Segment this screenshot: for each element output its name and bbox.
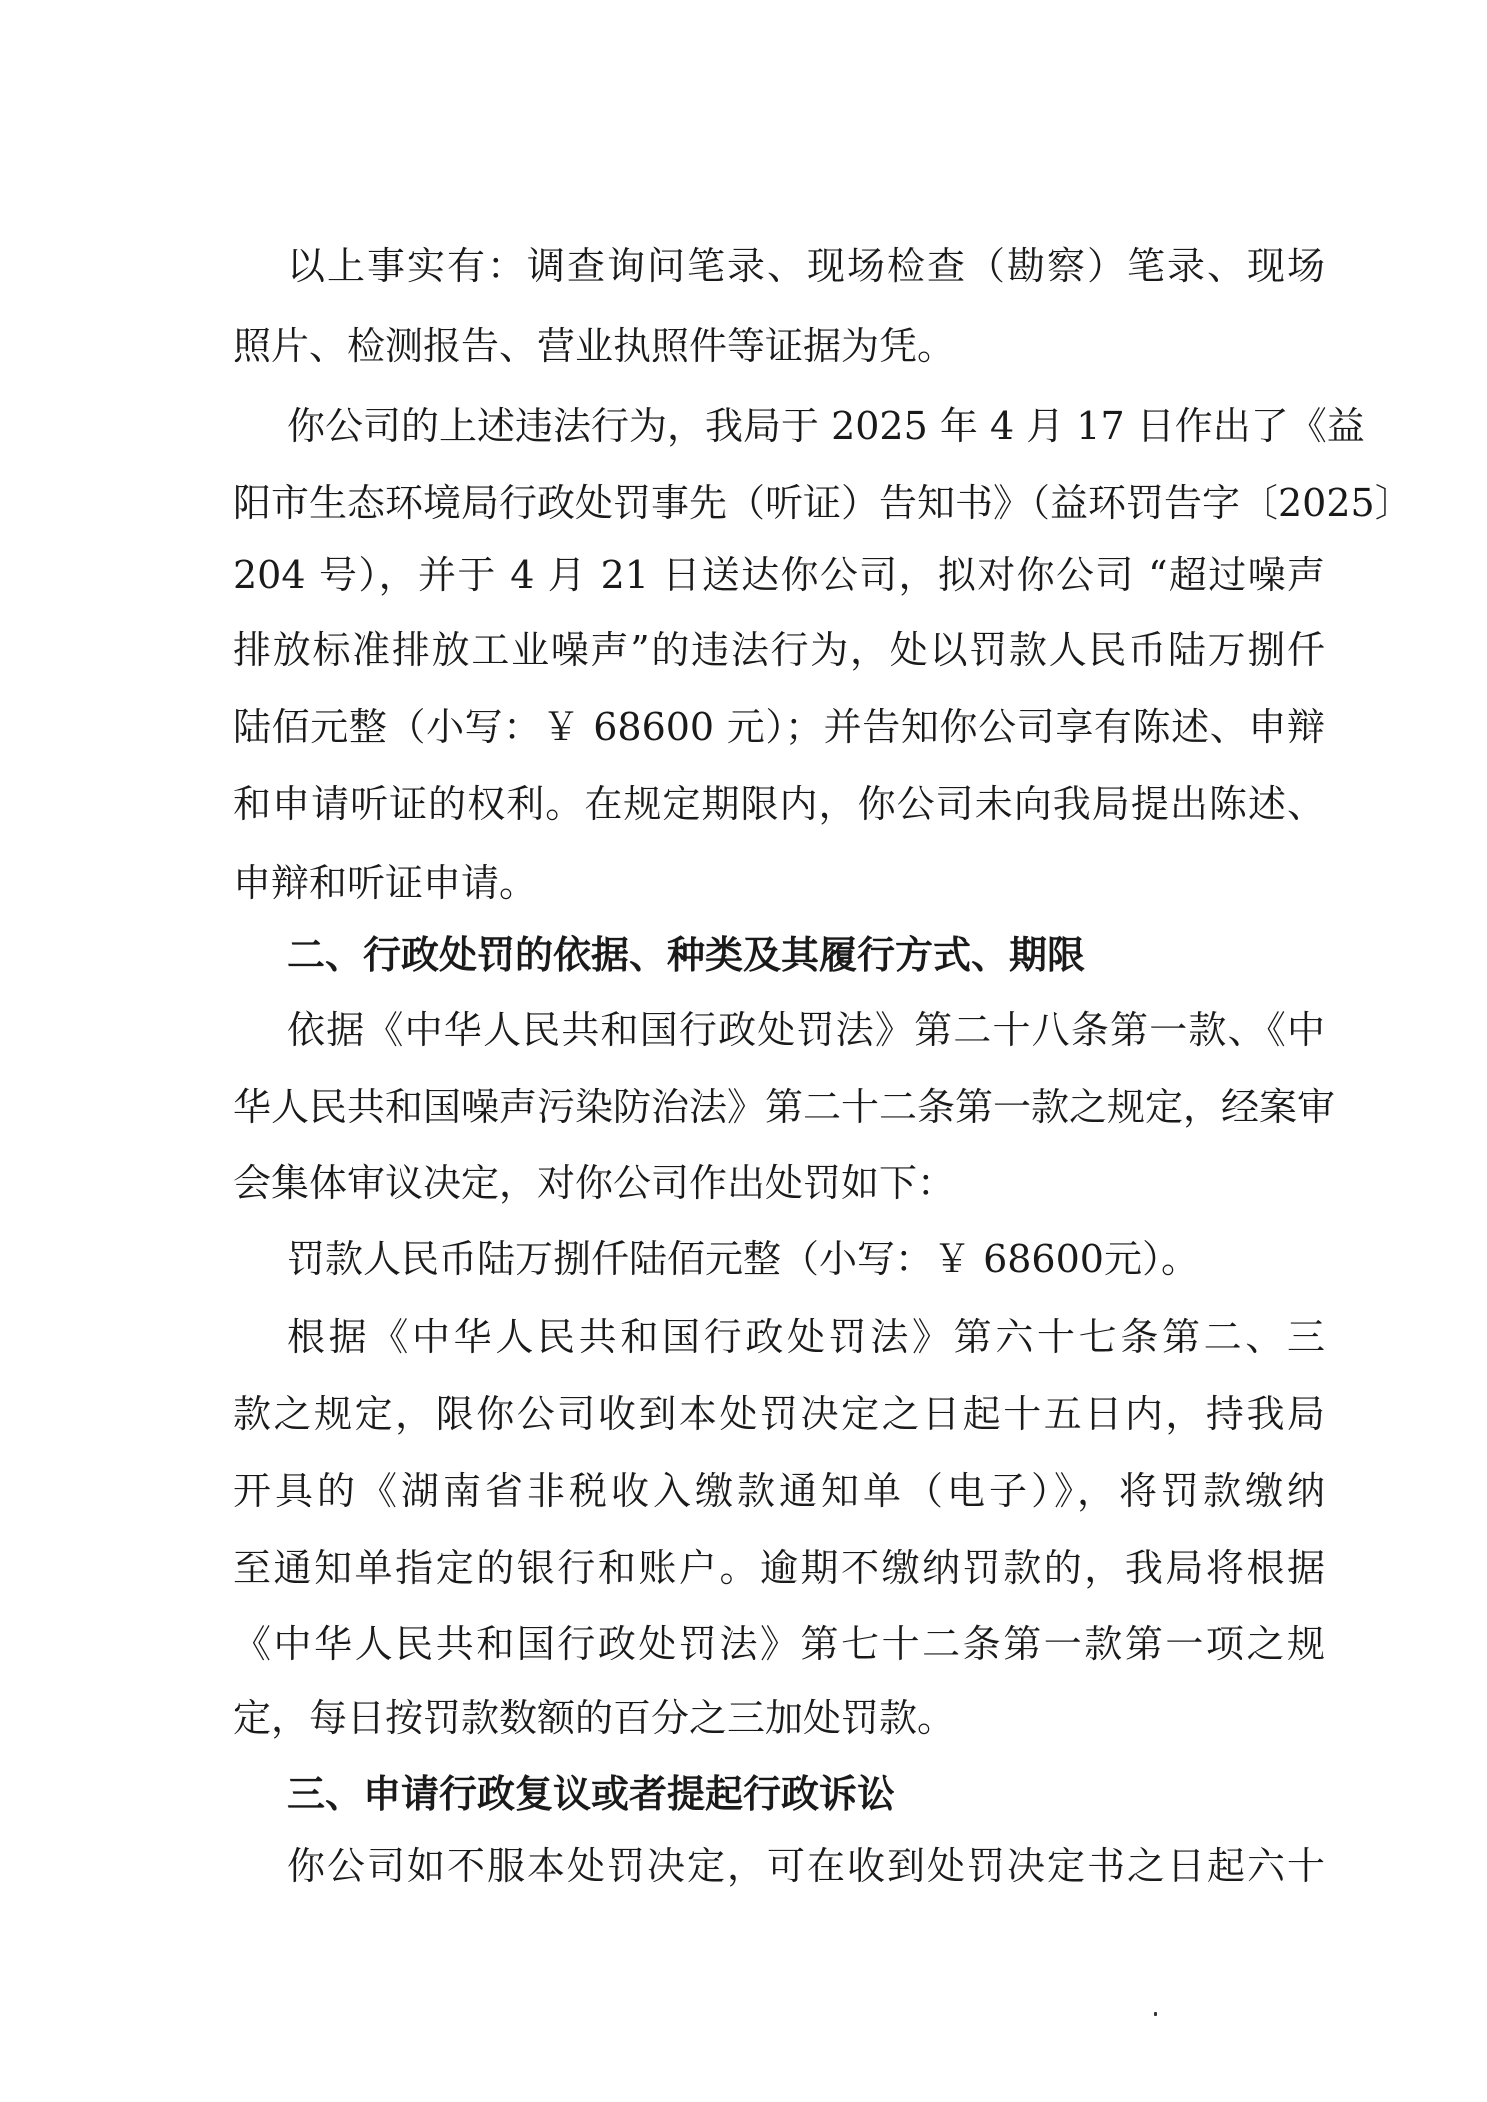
text-line: 开具的《湖南省非税收入缴款通知单（电子）》，将罚款缴纳 bbox=[233, 1469, 1325, 1513]
text-line: 照片、检测报告、营业执照件等证据为凭。 bbox=[233, 324, 956, 368]
text-line: 和申请听证的权利。在规定期限内，你公司未向我局提出陈述、 bbox=[233, 782, 1325, 826]
section-heading-2: 二、行政处罚的依据、种类及其履行方式、期限 bbox=[287, 933, 1086, 977]
text-line: 款之规定，限你公司收到本处罚决定之日起十五日内，持我局 bbox=[233, 1392, 1325, 1436]
text-line: 申辩和听证申请。 bbox=[233, 861, 538, 905]
text-line: 华人民共和国噪声污染防治法》第二十二条第一款之规定，经案审 bbox=[233, 1085, 1336, 1129]
text-line: 依据《中华人民共和国行政处罚法》第二十八条第一款、《中 bbox=[287, 1008, 1325, 1052]
text-line: 你公司的上述违法行为，我局于 2025 年 4 月 17 日作出了《益 bbox=[287, 404, 1365, 448]
scan-speck bbox=[1154, 2012, 1157, 2016]
text-line: 阳市生态环境局行政处罚事先（听证）告知书》（益环罚告字〔2025〕 bbox=[233, 481, 1413, 525]
text-line: 《中华人民共和国行政处罚法》第七十二条第一款第一项之规 bbox=[233, 1622, 1325, 1666]
text-line: 会集体审议决定，对你公司作出处罚如下： bbox=[233, 1161, 956, 1205]
text-line: 204 号），并于 4 月 21 日送达你公司，拟对你公司 “超过噪声 bbox=[233, 553, 1325, 597]
text-line: 至通知单指定的银行和账户。逾期不缴纳罚款的，我局将根据 bbox=[233, 1546, 1325, 1590]
text-line: 以上事实有：调查询问笔录、现场检查（勘察）笔录、现场 bbox=[287, 244, 1325, 288]
text-line: 你公司如不服本处罚决定，可在收到处罚决定书之日起六十 bbox=[287, 1844, 1325, 1888]
text-line: 陆佰元整（小写：￥ 68600 元）；并告知你公司享有陈述、申辩 bbox=[233, 705, 1325, 749]
section-heading-3: 三、申请行政复议或者提起行政诉讼 bbox=[287, 1772, 896, 1816]
text-line: 排放标准排放工业噪声”的违法行为，处以罚款人民币陆万捌仟 bbox=[233, 628, 1325, 672]
text-line: 定，每日按罚款数额的百分之三加处罚款。 bbox=[233, 1696, 956, 1740]
fine-amount-line: 罚款人民币陆万捌仟陆佰元整（小写：￥ 68600元）。 bbox=[287, 1237, 1199, 1281]
text-line: 根据《中华人民共和国行政处罚法》第六十七条第二、三 bbox=[287, 1315, 1325, 1359]
